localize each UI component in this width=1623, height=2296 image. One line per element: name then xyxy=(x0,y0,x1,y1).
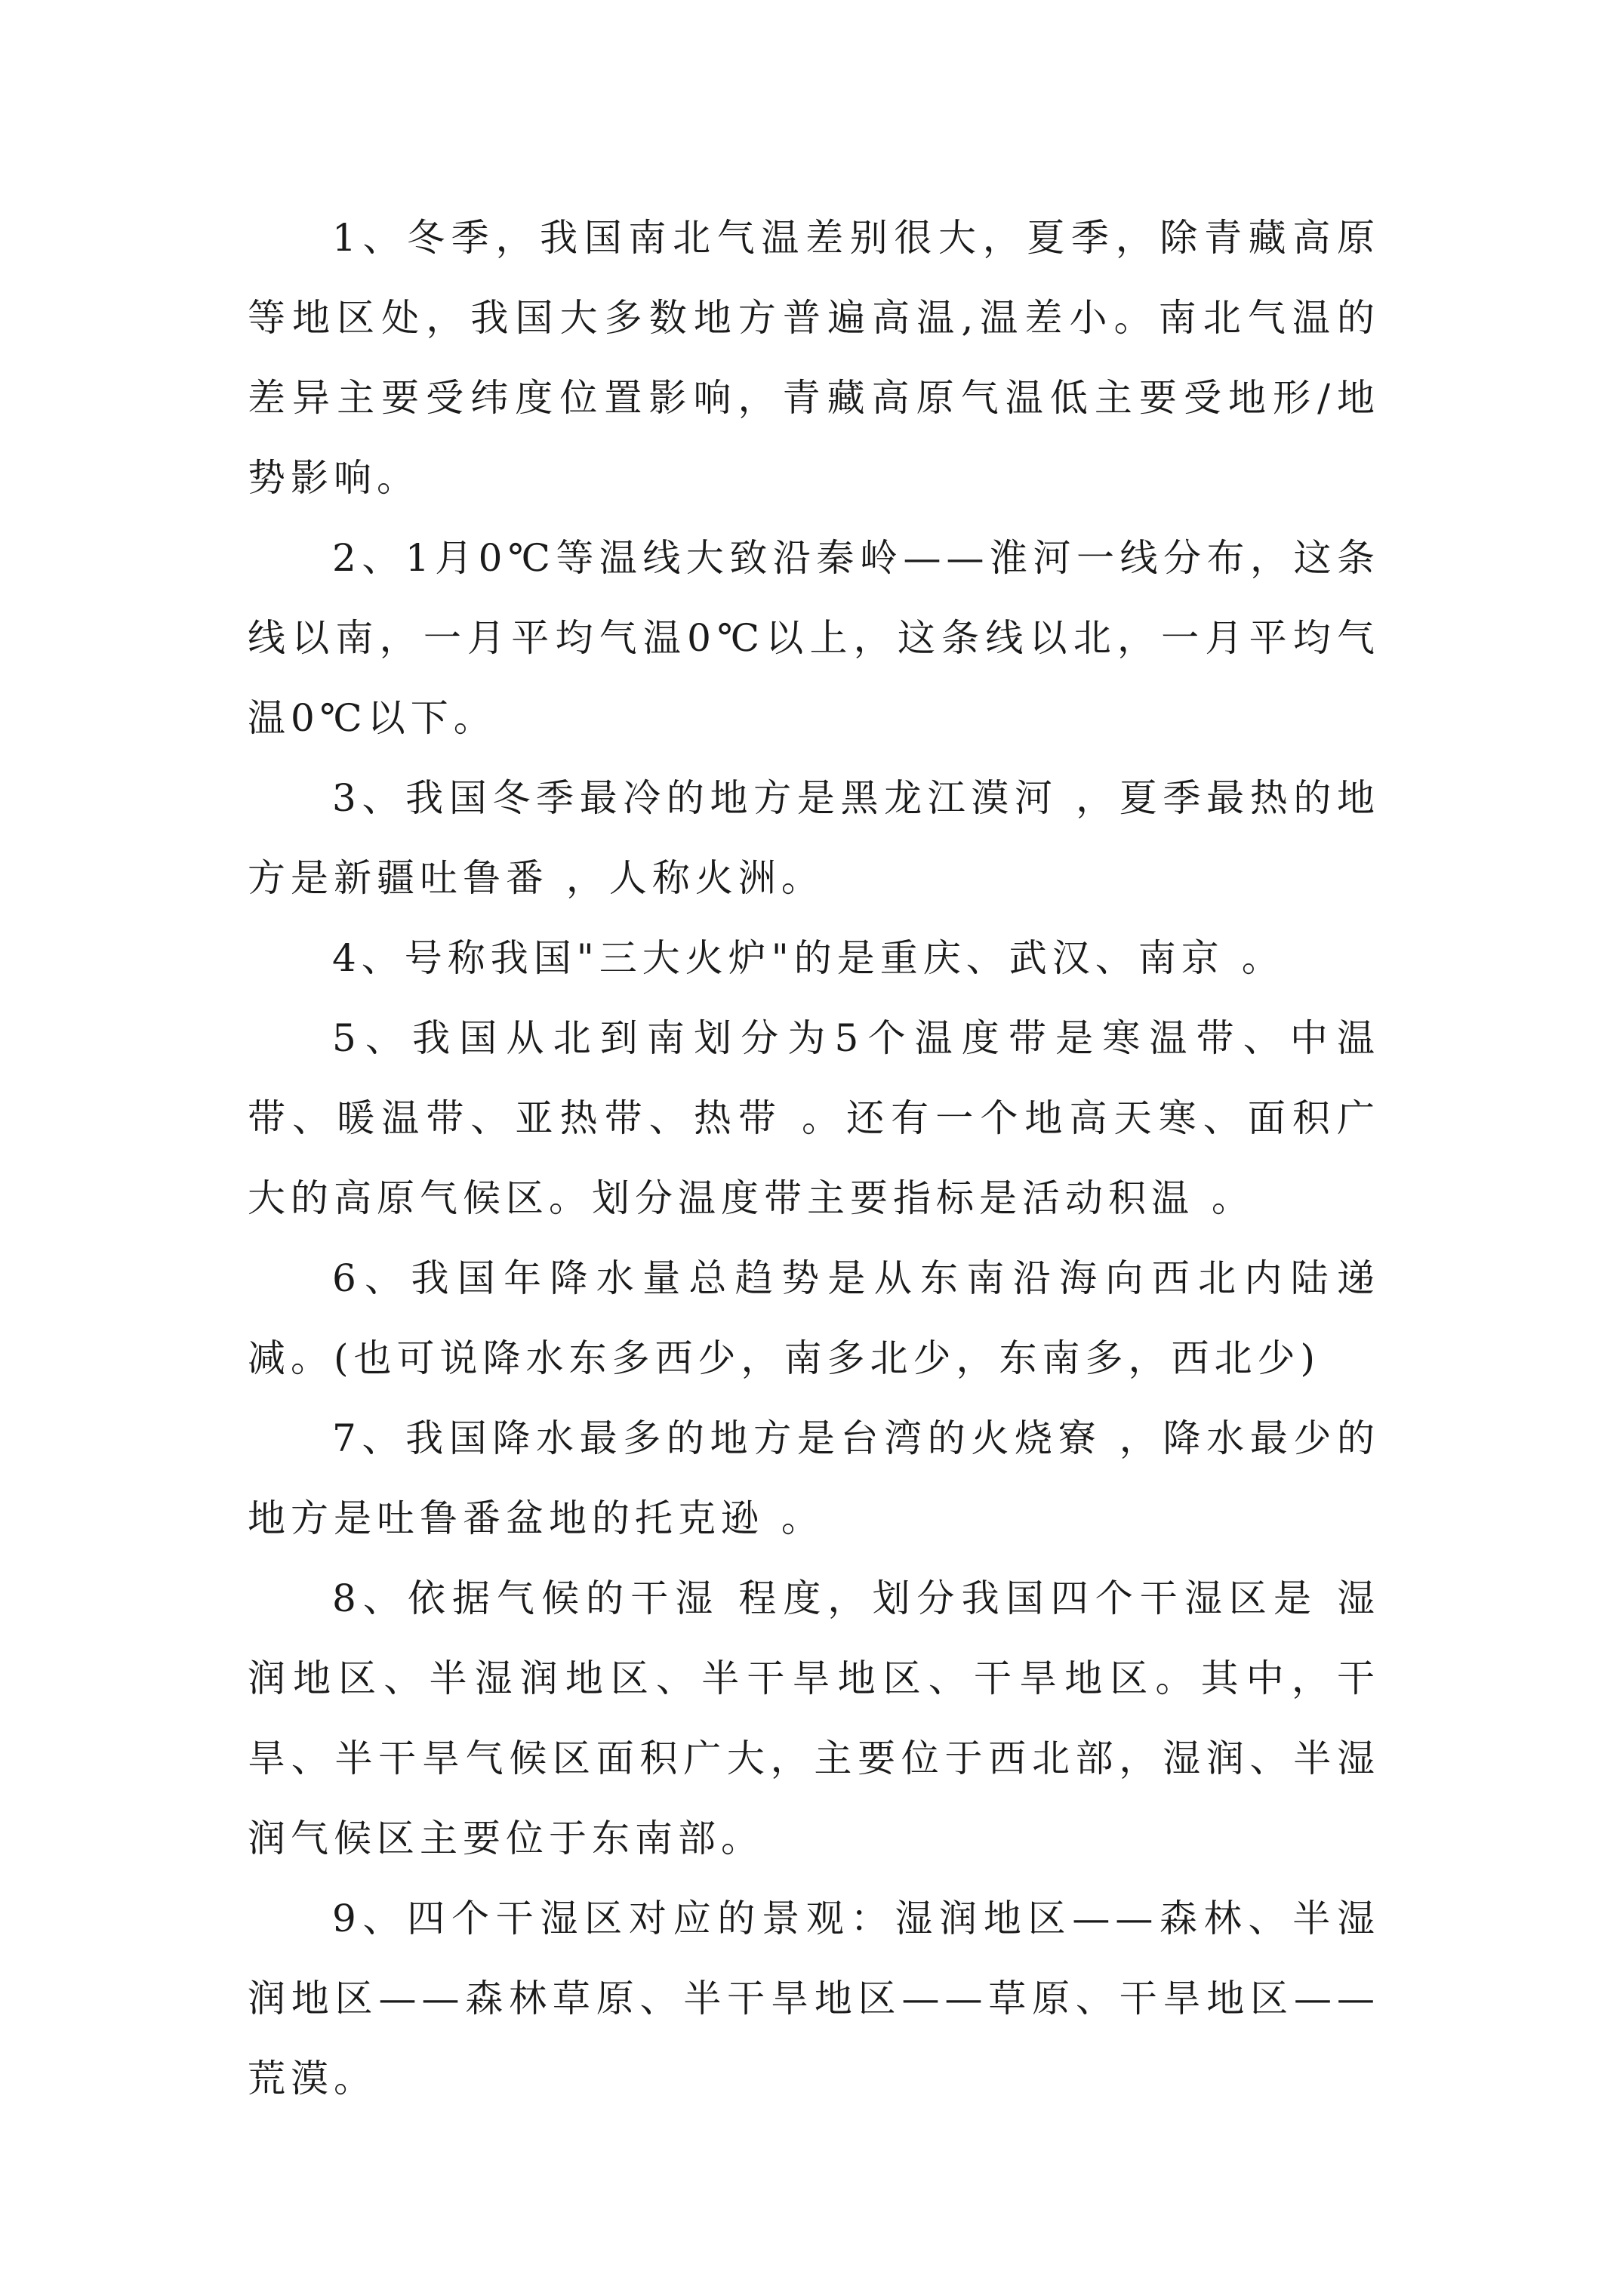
paragraph-3: 3、我国冬季最冷的地方是黑龙江漠河 ，夏季最热的地方是新疆吐鲁番 ，人称火洲。 xyxy=(248,776,1380,900)
paragraph-5: 5、我国从北到南划分为5个温度带是寒温带、中温带、暖温带、亚热带、热带 。还有一个地高天寒、面积广大的高原气候区。划分温度带主要指标是活动积温 。 xyxy=(248,1016,1380,1220)
paragraph-9: 9、四个干湿区对应的景观：湿润地区——森林、半湿润地区——森林草原、半干旱地区——草原、干旱地区——荒漠。 xyxy=(248,1897,1380,2100)
paragraph-8: 8、依据气候的干湿 程度，划分我国四个干湿区是 湿润地区、半湿润地区、半干旱地区、干旱地区。其中，干旱、半干旱气候区面积广大，主要位于西北部，湿润、半湿润气候区主要位于东南部。 xyxy=(248,1576,1380,1860)
paragraph-1: 1、冬季，我国南北气温差别很大，夏季，除青藏高原等地区处，我国大多数地方普遍高温,温差小。南北气温的差异主要受纬度位置影响，青藏高原气温低主要受地形/地势影响。 xyxy=(248,216,1380,500)
paragraph-2: 2、1月0℃等温线大致沿秦岭——淮河一线分布，这条线以南，一月平均气温0℃以上，这条线以北，一月平均气温0℃以下。 xyxy=(248,536,1380,740)
paragraph-6: 6、我国年降水量总趋势是从东南沿海向西北内陆递减。(也可说降水东多西少，南多北少，东南多，西北少) xyxy=(248,1256,1380,1380)
paragraph-7: 7、我国降水最多的地方是台湾的火烧寮 ，降水最少的地方是吐鲁番盆地的托克逊 。 xyxy=(248,1416,1380,1540)
document-body xyxy=(248,198,1380,2119)
paragraph-4: 4、号称我国"三大火炉"的是重庆、武汉、南京 。 xyxy=(332,936,1285,980)
